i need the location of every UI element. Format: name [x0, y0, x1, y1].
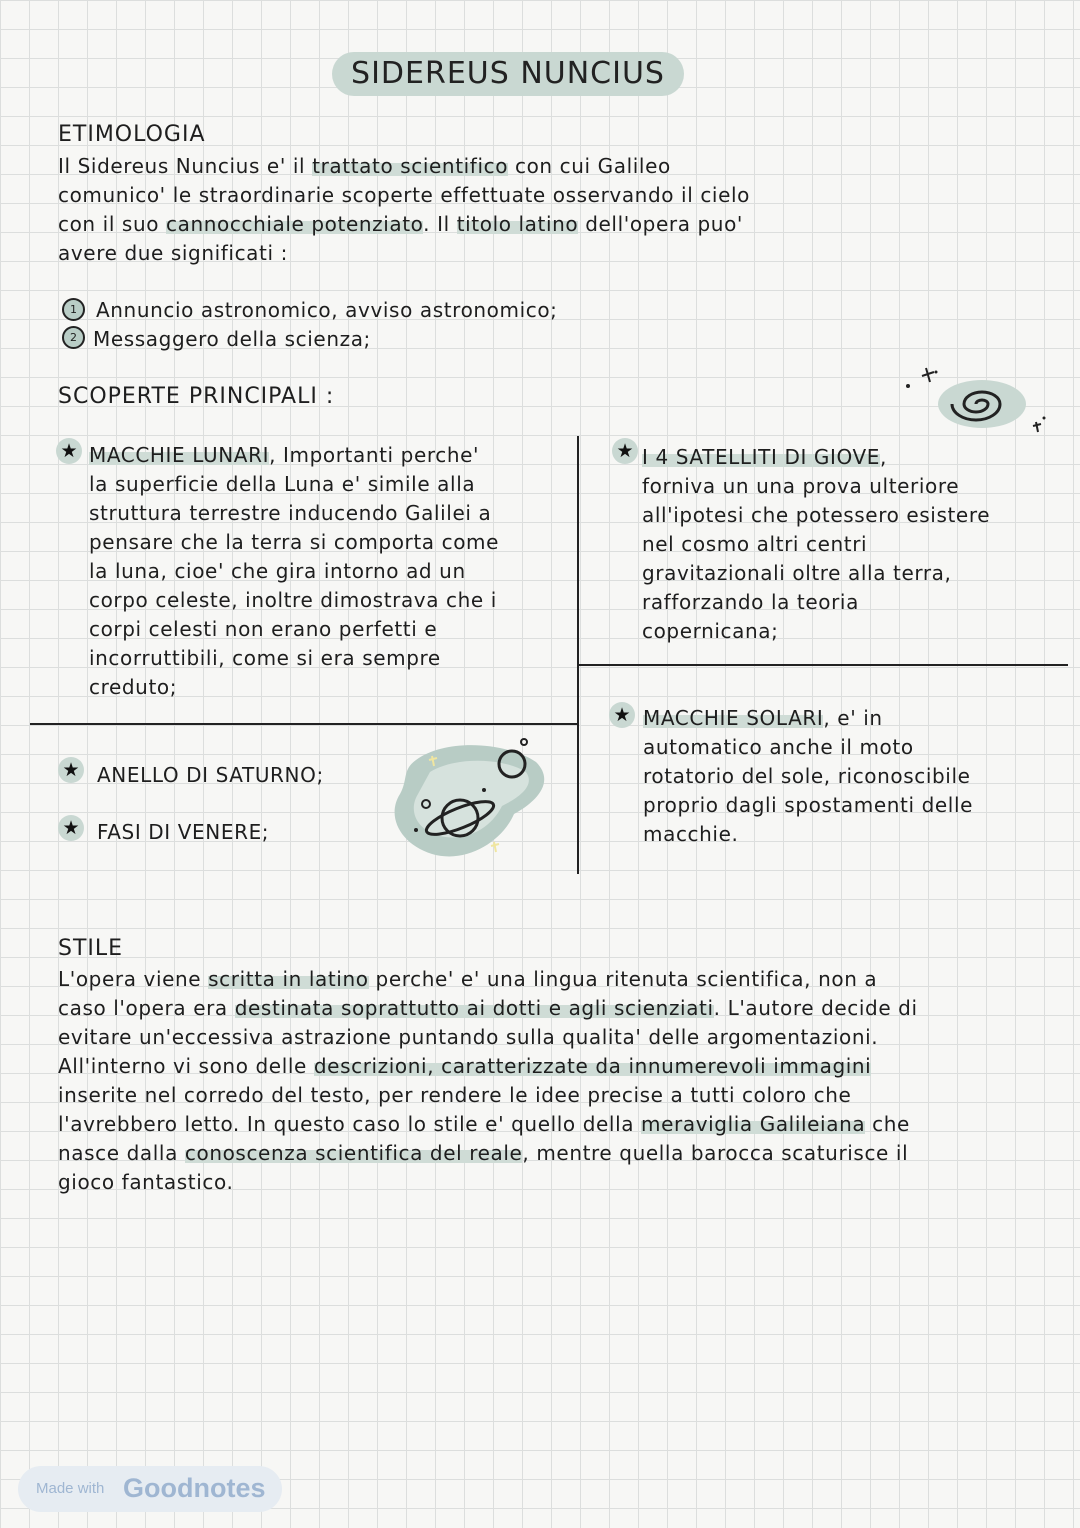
highlighted-text: descrizioni, caratterizzate da innumerevoli immagini — [313, 1054, 872, 1078]
fasi-venere-text: FASI DI VENERE; — [97, 820, 270, 844]
text-segment: forniva un una prova ulteriore — [642, 474, 960, 498]
text-segment: all'ipotesi che potessero esistere — [642, 503, 991, 527]
highlighted-text: cannocchiale potenziato — [166, 212, 424, 236]
text-segment: con cui Galileo — [508, 154, 671, 178]
text-line — [642, 559, 990, 588]
text-line — [89, 557, 499, 586]
text-segment: con il suo — [58, 212, 167, 236]
text-line — [643, 762, 973, 791]
text-line — [89, 441, 499, 470]
text-segment: rafforzando la teoria — [642, 590, 859, 614]
highlighted-text: destinata soprattutto ai dotti e agli scienziati — [234, 996, 714, 1020]
highlighted-text: trattato scientifico — [312, 154, 509, 178]
text-segment: All'interno vi sono delle — [58, 1054, 314, 1078]
star-icon: ★ — [58, 815, 84, 841]
text-line — [643, 733, 973, 762]
goodnotes-badge — [18, 1466, 282, 1512]
text-line — [58, 1168, 918, 1197]
text-line — [58, 1052, 918, 1081]
text-line — [89, 615, 499, 644]
made-with-label: Made with — [36, 1480, 105, 1497]
text-segment: . L'autore decide di — [713, 996, 918, 1020]
stile-heading: STILE — [58, 936, 124, 961]
text-segment: pensare che la terra si comporta come — [89, 530, 500, 554]
meaning-item-2: Messaggero della scienza; — [93, 327, 371, 351]
star-icon: ★ — [612, 438, 638, 464]
text-line — [58, 181, 750, 210]
text-segment: corpo celeste, inoltre dimostrava che i — [89, 588, 497, 612]
text-segment: nel cosmo altri centri — [642, 532, 868, 556]
text-segment: Il Sidereus Nuncius e' il — [58, 154, 313, 178]
text-segment: che — [865, 1112, 910, 1136]
star-icon: ★ — [56, 438, 82, 464]
number-badge-1: 1 — [62, 298, 85, 321]
text-segment: l'avrebbero letto. In questo caso lo stile e' quello della — [58, 1112, 642, 1136]
text-segment: L'opera viene — [58, 967, 209, 991]
text-segment: caso l'opera era — [58, 996, 235, 1020]
text-line — [58, 1081, 918, 1110]
text-line — [89, 528, 499, 557]
text-line — [58, 1110, 918, 1139]
highlighted-text: MACCHIE LUNARI — [89, 443, 270, 467]
stile-text — [58, 965, 918, 1197]
text-line — [642, 530, 990, 559]
highlighted-text: scritta in latino — [208, 967, 369, 991]
text-line — [89, 673, 499, 702]
text-segment: struttura terrestre inducendo Galilei a — [89, 501, 492, 525]
text-line — [643, 791, 973, 820]
meaning-item-1: Annuncio astronomico, avviso astronomico; — [96, 298, 558, 322]
text-segment: automatico anche il moto — [643, 735, 914, 759]
table-divider-left — [30, 723, 578, 725]
text-segment: , Importanti perche' — [269, 443, 480, 467]
text-line — [58, 994, 918, 1023]
etimologia-heading: ETIMOLOGIA — [58, 122, 206, 147]
text-segment: perche' e' una lingua ritenuta scientifica, non a — [368, 967, 878, 991]
text-line — [58, 152, 750, 181]
text-line — [58, 239, 750, 268]
highlighted-text: meraviglia Galileiana — [641, 1112, 866, 1136]
table-divider-right — [578, 664, 1068, 666]
text-line — [89, 586, 499, 615]
text-line — [642, 617, 990, 646]
highlighted-text: titolo latino — [456, 212, 579, 236]
macchie-solari-text — [643, 704, 973, 849]
anello-saturno-text: ANELLO DI SATURNO; — [97, 763, 324, 787]
text-segment: creduto; — [89, 675, 178, 699]
text-segment: rotatorio del sole, riconoscibile — [643, 764, 971, 788]
text-segment: dell'opera puo' — [578, 212, 744, 236]
text-line — [58, 1139, 918, 1168]
number-badge-2: 2 — [62, 326, 85, 349]
text-segment: corpi celesti non erano perfetti e — [89, 617, 438, 641]
text-line — [58, 1023, 918, 1052]
text-segment: comunico' le straordinarie scoperte effettuate osservando il cielo — [58, 183, 750, 207]
text-line — [643, 704, 973, 733]
text-line — [89, 644, 499, 673]
text-segment: avere due significati : — [58, 241, 288, 265]
star-icon: ★ — [609, 702, 635, 728]
text-segment: la luna, cioe' che gira intorno ad un — [89, 559, 466, 583]
text-line — [642, 443, 990, 472]
text-segment: , e' in — [823, 706, 883, 730]
text-segment: incorruttibili, come si era sempre — [89, 646, 441, 670]
text-line — [643, 820, 973, 849]
page-title: SIDEREUS NUNCIUS — [332, 52, 684, 96]
text-line — [642, 501, 990, 530]
star-icon: ★ — [58, 757, 84, 783]
text-segment: evitare un'eccessiva astrazione puntando sulla qualita' delle argomentazioni. — [58, 1025, 879, 1049]
text-segment: proprio dagli spostamenti delle — [643, 793, 974, 817]
text-segment: inserite nel corredo del testo, per rendere le idee precise a tutti coloro che — [58, 1083, 852, 1107]
highlighted-text: I 4 SATELLITI DI GIOVE — [642, 445, 881, 469]
highlighted-text: MACCHIE SOLARI — [643, 706, 824, 730]
text-segment: macchie. — [643, 822, 739, 846]
text-segment: copernicana; — [642, 619, 779, 643]
scoperte-heading: SCOPERTE PRINCIPALI : — [58, 384, 335, 409]
text-line — [58, 210, 750, 239]
saturn-planet-icon — [386, 732, 552, 864]
text-line — [89, 499, 499, 528]
text-segment: nasce dalla — [58, 1141, 185, 1165]
text-segment: , mentre quella barocca scaturisce il — [522, 1141, 909, 1165]
text-segment: . Il — [423, 212, 457, 236]
text-line — [642, 472, 990, 501]
text-line — [89, 470, 499, 499]
highlighted-text: conoscenza scientifica del reale — [184, 1141, 523, 1165]
text-segment: gioco fantastico. — [58, 1170, 234, 1194]
text-line — [642, 588, 990, 617]
text-segment: gravitazionali oltre alla terra, — [642, 561, 952, 585]
macchie-lunari-text — [89, 441, 499, 702]
text-segment: , — [880, 445, 887, 469]
etimologia-text — [58, 152, 750, 268]
goodnotes-logo: Goodnotes — [123, 1473, 266, 1503]
table-divider-vertical — [577, 436, 579, 874]
text-segment: la superficie della Luna e' simile alla — [89, 472, 476, 496]
text-line — [58, 965, 918, 994]
galaxy-icon — [896, 360, 1056, 442]
satelliti-giove-text — [642, 443, 990, 646]
